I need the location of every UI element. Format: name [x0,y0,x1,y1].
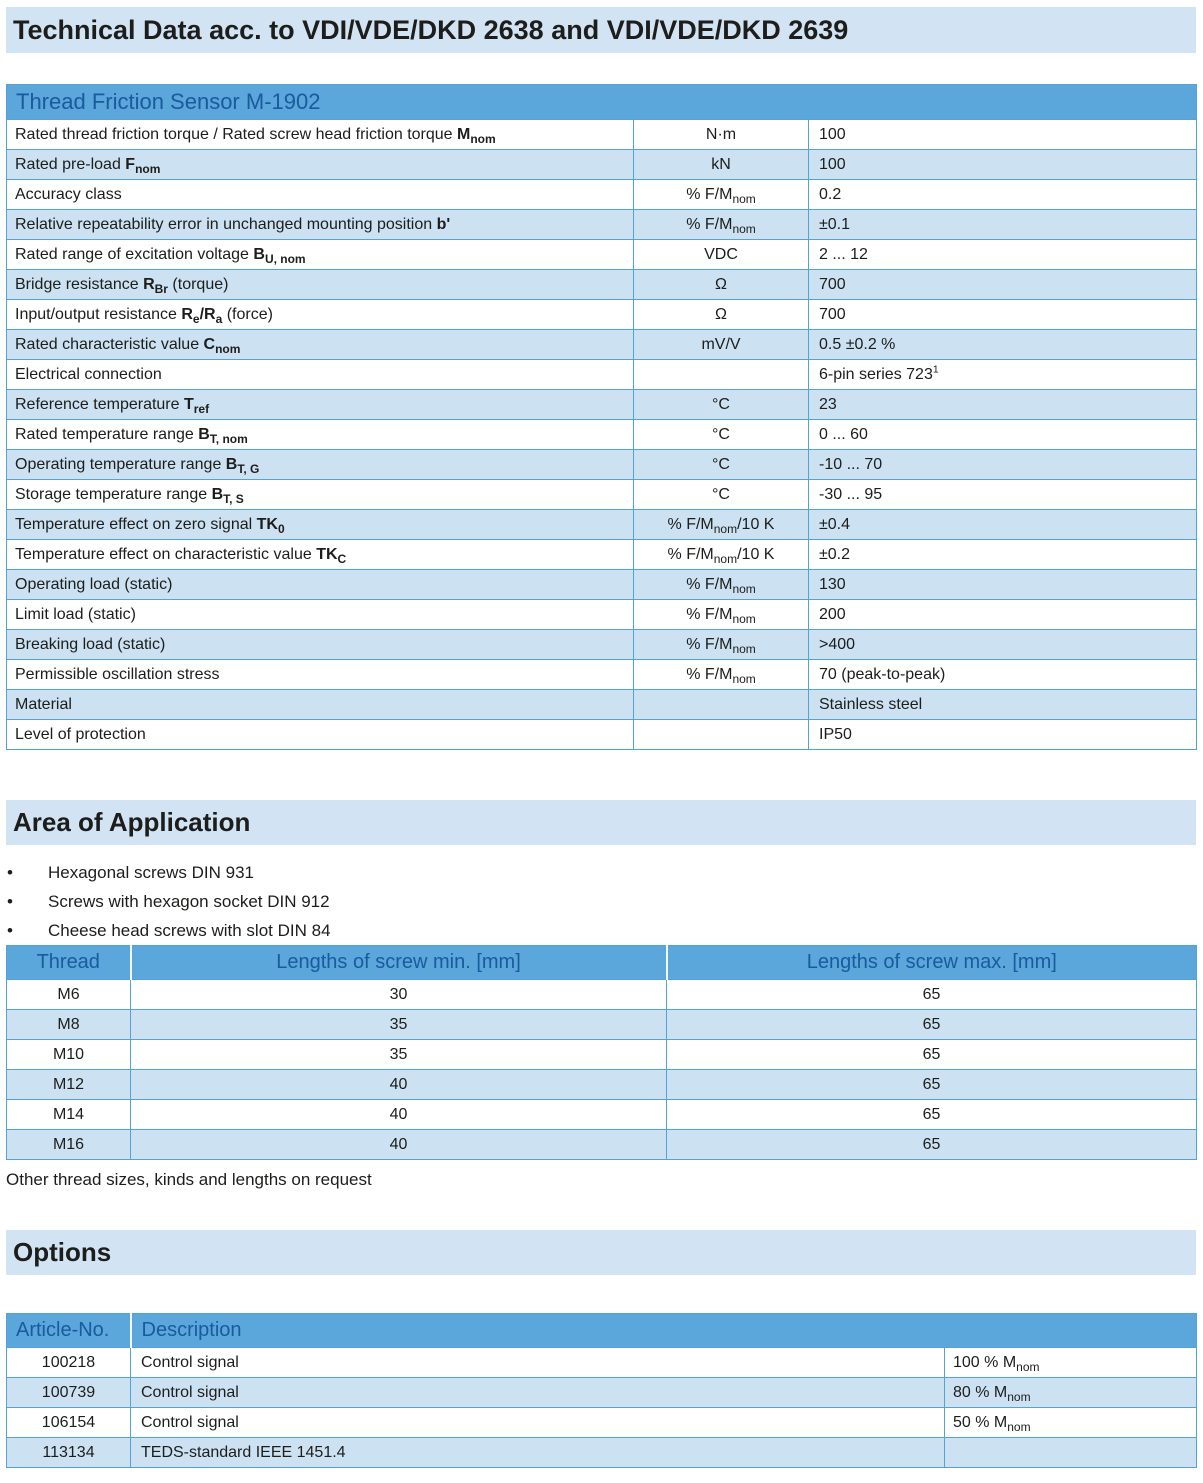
spec-unit [634,690,809,720]
spec-unit [634,360,809,390]
spec-unit: °C [634,420,809,450]
spec-label: Limit load (static) [7,600,634,630]
thread-size: M16 [7,1130,131,1160]
spec-label: Relative repeatability error in unchanged mounting position b' [7,210,634,240]
spec-label: Input/output resistance $R_e/R_a$ (force) [7,300,634,330]
thread-size: M14 [7,1100,131,1130]
spec-unit: mV/V [634,330,809,360]
spec-row [7,570,1197,600]
spec-row [7,690,1197,720]
thread-header-thread: Thread [7,946,131,980]
option-row [7,1438,1197,1468]
spec-row [7,720,1197,750]
spec-row [7,270,1197,300]
thread-size: M12 [7,1070,131,1100]
spec-value: 2 ... 12 [809,240,1197,270]
sensor-spec-table [6,84,1197,750]
spec-label: Temperature effect on zero signal $TK_0$ [7,510,634,540]
thread-length-min: 35 [131,1040,667,1070]
spec-label: Reference temperature $T_{ref}$ [7,390,634,420]
spec-value: IP50 [809,720,1197,750]
thread-row [7,1010,1197,1040]
thread-length-max: 65 [667,1040,1197,1070]
spec-row [7,540,1197,570]
spec-value: 70 (peak-to-peak) [809,660,1197,690]
spec-unit: Ω [634,300,809,330]
thread-note: Other thread sizes, kinds and lengths on request [6,1170,372,1189]
spec-value: -10 ... 70 [809,450,1197,480]
option-article-no: 100739 [7,1378,131,1408]
sensor-table-title: Thread Friction Sensor M-1902 [7,85,1197,120]
spec-value: ±0.4 [809,510,1197,540]
thread-length-min: 35 [131,1010,667,1040]
thread-row [7,1040,1197,1070]
spec-row [7,360,1197,390]
option-row [7,1378,1197,1408]
spec-label: Rated range of excitation voltage $B_{U, nom}$ [7,240,634,270]
option-article-no: 113134 [7,1438,131,1468]
spec-value: 200 [809,600,1197,630]
spec-label: Rated thread friction torque / Rated screw head friction torque $M_{nom}$ [7,120,634,150]
thread-row [7,1130,1197,1160]
spec-value: -30 ... 95 [809,480,1197,510]
application-bullet-list [6,858,1196,945]
spec-label: Storage temperature range $B_{T, S}$ [7,480,634,510]
thread-row [7,1070,1197,1100]
spec-row [7,510,1197,540]
options-table [6,1313,1197,1468]
options-header-description: Description [131,1314,945,1348]
thread-size: M6 [7,980,131,1010]
spec-value: 0.2 [809,180,1197,210]
thread-size: M10 [7,1040,131,1070]
spec-label: Rated temperature range $B_{T, nom}$ [7,420,634,450]
spec-label: Rated pre-load $F_{nom}$ [7,150,634,180]
thread-length-max: 65 [667,980,1197,1010]
spec-label: Level of protection [7,720,634,750]
spec-row [7,420,1197,450]
spec-value: 100 [809,120,1197,150]
spec-unit: kN [634,150,809,180]
options-header-amount [945,1314,1197,1348]
spec-value: >400 [809,630,1197,660]
thread-length-max: 65 [667,1010,1197,1040]
thread-lengths-table [6,945,1197,1160]
option-description: Control signal [131,1408,945,1438]
spec-value: Stainless steel [809,690,1197,720]
option-description: Control signal [131,1378,945,1408]
spec-value: 100 [809,150,1197,180]
spec-value: 0.5 ±0.2 % [809,330,1197,360]
thread-length-max: 65 [667,1070,1197,1100]
spec-label: Accuracy class [7,180,634,210]
thread-length-min: 40 [131,1070,667,1100]
spec-unit: °C [634,450,809,480]
spec-label: Breaking load (static) [7,630,634,660]
spec-unit: VDC [634,240,809,270]
application-bullet-item: • Hexagonal screws DIN 931 [6,858,1196,887]
spec-row [7,480,1197,510]
spec-label: Bridge resistance $R_{Br}$ (torque) [7,270,634,300]
spec-value: ±0.2 [809,540,1197,570]
spec-unit: % $F/M_{nom}/10$ K [634,510,809,540]
option-article-no: 100218 [7,1348,131,1378]
application-bullet-item: • Screws with hexagon socket DIN 912 [6,887,1196,916]
spec-unit: % $F/M_{nom}$ [634,600,809,630]
spec-row [7,150,1197,180]
thread-length-max: 65 [667,1130,1197,1160]
spec-value: 6-pin series $723^1$ [809,360,1197,390]
spec-value: 0 ... 60 [809,420,1197,450]
thread-length-min: 30 [131,980,667,1010]
thread-header-max: Lengths of screw max. [mm] [667,946,1197,980]
spec-unit [634,720,809,750]
spec-label: Rated characteristic value $C_{nom}$ [7,330,634,360]
spec-value: 700 [809,270,1197,300]
spec-unit: % $F/M_{nom}$ [634,660,809,690]
spec-label: Operating load (static) [7,570,634,600]
spec-value: 700 [809,300,1197,330]
thread-row [7,1100,1197,1130]
spec-row [7,210,1197,240]
spec-row [7,390,1197,420]
options-table-header-row [7,1314,1197,1348]
thread-length-min: 40 [131,1100,667,1130]
spec-value: ±0.1 [809,210,1197,240]
spec-row [7,180,1197,210]
sensor-table-header-row [7,85,1197,120]
thread-length-max: 65 [667,1100,1197,1130]
option-row [7,1408,1197,1438]
option-amount [945,1438,1197,1468]
spec-label: Electrical connection [7,360,634,390]
section-title-area-of-application: Area of Application [6,800,1196,845]
option-description: Control signal [131,1348,945,1378]
page-title: Technical Data acc. to VDI/VDE/DKD 2638 and VDI/VDE/DKD 2639 [6,7,1196,53]
spec-row [7,630,1197,660]
thread-table-header-row [7,946,1197,980]
section-title-options: Options [6,1230,1196,1275]
spec-unit: % $F/M_{nom}$ [634,570,809,600]
spec-unit: % $F/M_{nom}$ [634,180,809,210]
thread-header-min: Lengths of screw min. [mm] [131,946,667,980]
spec-row [7,660,1197,690]
spec-row [7,120,1197,150]
thread-length-min: 40 [131,1130,667,1160]
option-amount: 80 % $M_{nom}$ [945,1378,1197,1408]
spec-unit: Ω [634,270,809,300]
application-bullet-item: • Cheese head screws with slot DIN 84 [6,916,1196,945]
option-amount: 50 % $M_{nom}$ [945,1408,1197,1438]
spec-label: Permissible oscillation stress [7,660,634,690]
spec-value: 23 [809,390,1197,420]
spec-unit: N·m [634,120,809,150]
option-article-no: 106154 [7,1408,131,1438]
spec-unit: °C [634,390,809,420]
option-row [7,1348,1197,1378]
spec-unit: % $F/M_{nom}$ [634,210,809,240]
spec-label: Temperature effect on characteristic value $TK_C$ [7,540,634,570]
spec-unit: % $F/M_{nom}$ [634,630,809,660]
spec-label: Operating temperature range $B_{T, G}$ [7,450,634,480]
spec-label: Material [7,690,634,720]
spec-row [7,600,1197,630]
option-amount: 100 % $M_{nom}$ [945,1348,1197,1378]
spec-unit: % $F/M_{nom}/10$ K [634,540,809,570]
spec-row [7,330,1197,360]
spec-row [7,300,1197,330]
options-header-article-no: Article-No. [7,1314,131,1348]
spec-value: 130 [809,570,1197,600]
thread-row [7,980,1197,1010]
spec-unit: °C [634,480,809,510]
option-description: TEDS-standard IEEE 1451.4 [131,1438,945,1468]
spec-row [7,240,1197,270]
spec-row [7,450,1197,480]
thread-size: M8 [7,1010,131,1040]
